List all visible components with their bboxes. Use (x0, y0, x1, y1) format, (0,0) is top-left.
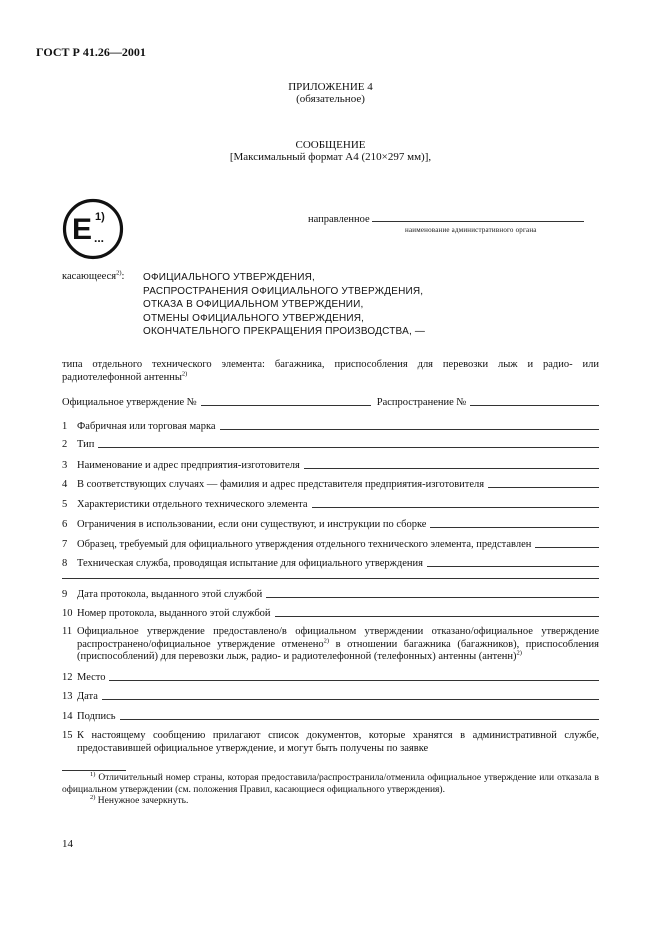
item-number: 9 (62, 589, 68, 600)
form-item-13 (62, 690, 599, 702)
item-number: 8 (62, 558, 68, 569)
form-item-2 (62, 438, 599, 450)
item-label: Образец, требуемый для официального утверждения отдельного технического элемента, представлен (77, 539, 532, 550)
item-number: 10 (62, 608, 73, 619)
sent-to-row (308, 211, 608, 225)
item-number: 15 (62, 730, 73, 741)
item-field[interactable] (266, 588, 599, 598)
item-11-text-a: Официальное утверждение предоставлено/в официальном утверждении отказано/официальное утверждение распространено/официальное утверждение отменено (77, 626, 599, 650)
item-field[interactable] (535, 538, 599, 548)
form-item-1 (62, 420, 599, 432)
type-paragraph (62, 359, 599, 384)
form-item-14 (62, 710, 599, 722)
footnote-text: Отличительный номер страны, которая предоставила/распространила/отменила официальное утверждение или отказала в официальном утверждении (см. положения Правил, касающиеся официального утверждения). (62, 773, 599, 795)
item-field[interactable] (109, 671, 599, 681)
item-15-text: К настоящему сообщению прилагают список документов, которые хранятся в административной службе, предоставившей официальное утверждение, и могут быть получены по заявке (77, 730, 599, 754)
sent-label: направленное (308, 214, 370, 225)
item-label: Дата протокола, выданного этой службой (77, 589, 263, 600)
approval-number-field[interactable] (201, 396, 371, 406)
item-field[interactable] (275, 607, 599, 617)
item-label: Ограничения в использовании, если они существуют, и инструкции по сборке (77, 519, 427, 530)
item-field[interactable] (98, 438, 599, 448)
concerning-item: ОКОНЧАТЕЛЬНОГО ПРЕКРАЩЕНИЯ ПРОИЗВОДСТВА, — (143, 326, 426, 337)
concerning-label-text: касающееся (62, 271, 117, 282)
e-mark-letter: E (72, 213, 93, 246)
form-item-4 (62, 478, 599, 490)
type-paragraph-text: типа отдельного технического элемента: багажника, приспособления для перевозки лыж и радио- или радиотелефонной антенны (62, 359, 599, 383)
form-item-11 (62, 626, 599, 664)
item-label: Подпись (77, 711, 116, 722)
concerning-list (143, 271, 425, 339)
item-number: 13 (62, 691, 73, 702)
form-item-6 (62, 518, 599, 530)
item-number: 1 (62, 421, 68, 432)
form-item-8 (62, 557, 599, 569)
approval-numbers-row (62, 396, 599, 408)
item-number: 11 (62, 626, 73, 637)
item-label: Наименование и адрес предприятия-изготовителя (77, 460, 300, 471)
footnote-text: Ненужное зачеркнуть. (97, 796, 189, 806)
item-label: Дата (77, 691, 98, 702)
sent-to-field[interactable] (372, 211, 584, 222)
item-label: В соответствующих случаях — фамилия и адрес представителя предприятия-изготовителя (77, 479, 485, 490)
item-number: 6 (62, 519, 68, 530)
item-label: Фабричная или торговая марка (77, 421, 216, 432)
item-label: Характеристики отдельного технического элемента (77, 499, 308, 510)
appendix-note: (обязательное) (296, 93, 365, 105)
footnote-ref: 2) (181, 370, 188, 377)
approval-number-label: Официальное утверждение № (62, 397, 197, 408)
concerning-item: ОТКАЗА В ОФИЦИАЛЬНОМ УТВЕРЖДЕНИИ, (143, 299, 364, 310)
form-item-9 (62, 588, 599, 600)
item-field[interactable] (312, 498, 599, 508)
item-11-text-b: в отношении багажника (багажников), приспособления (приспособлений) для перевозки лыж, радио- и радиотелефонной (телефонных) антенны (антенн) (77, 638, 599, 662)
document-header: ГОСТ Р 41.26—2001 (36, 45, 146, 59)
concerning-item: РАСПРОСТРАНЕНИЯ ОФИЦИАЛЬНОГО УТВЕРЖДЕНИЯ, (143, 285, 424, 297)
form-item-12 (62, 671, 599, 683)
form-item-10 (62, 607, 599, 619)
sent-note: наименование административного органа (405, 226, 537, 234)
item-label: Место (77, 672, 106, 683)
item-number: 4 (62, 479, 68, 490)
e-mark-logo (62, 198, 124, 260)
e-mark-sup: 1) (95, 211, 105, 223)
item-field[interactable] (120, 710, 599, 720)
item-field[interactable] (488, 478, 599, 488)
item-8-continuation-line[interactable] (62, 577, 599, 579)
item-number: 7 (62, 539, 68, 550)
footnote-ref: 2) (323, 637, 330, 644)
item-number: 2 (62, 439, 68, 450)
appendix-heading (0, 81, 661, 105)
item-label: Тип (77, 439, 95, 450)
e-mark-dots: ... (94, 231, 105, 245)
form-item-3 (62, 459, 599, 471)
concerning-item: ОТМЕНЫ ОФИЦИАЛЬНОГО УТВЕРЖДЕНИЯ, (143, 312, 365, 324)
item-field[interactable] (102, 690, 599, 700)
footnotes (62, 770, 599, 808)
item-number: 3 (62, 460, 68, 471)
form-item-15 (62, 730, 599, 755)
footnote-2 (62, 793, 599, 808)
footnote-mark: 2) (90, 793, 96, 801)
item-label: Техническая служба, проводящая испытание для официального утверждения (77, 558, 423, 569)
extension-number-field[interactable] (470, 396, 599, 406)
footnote-ref: 2) (116, 269, 122, 277)
message-format: [Максимальный формат А4 (210×297 мм)], (229, 151, 432, 163)
footnote-mark: 1) (90, 770, 96, 778)
item-number: 12 (62, 672, 73, 683)
concerning-item: ОФИЦИАЛЬНОГО УТВЕРЖДЕНИЯ, (143, 272, 316, 283)
concerning-label: касающееся$^{2)}$: (62, 269, 125, 282)
item-number: 5 (62, 499, 68, 510)
item-field[interactable] (304, 459, 599, 469)
footnote-ref: 2) (516, 649, 522, 657)
item-label: Номер протокола, выданного этой службой (77, 608, 271, 619)
form-item-7 (62, 538, 599, 550)
page-number: 14 (62, 838, 73, 850)
item-field[interactable] (220, 420, 599, 430)
item-field[interactable] (430, 518, 599, 528)
item-11-text (77, 626, 599, 664)
message-title: СООБЩЕНИЕ (295, 139, 366, 151)
extension-number-label: Распространение № (376, 397, 467, 408)
item-field[interactable] (427, 557, 599, 567)
footnote-1 (62, 770, 599, 796)
item-number: 14 (62, 711, 73, 722)
appendix-title: ПРИЛОЖЕНИЕ 4 (288, 81, 373, 93)
message-heading (0, 139, 661, 163)
form-item-5 (62, 498, 599, 510)
